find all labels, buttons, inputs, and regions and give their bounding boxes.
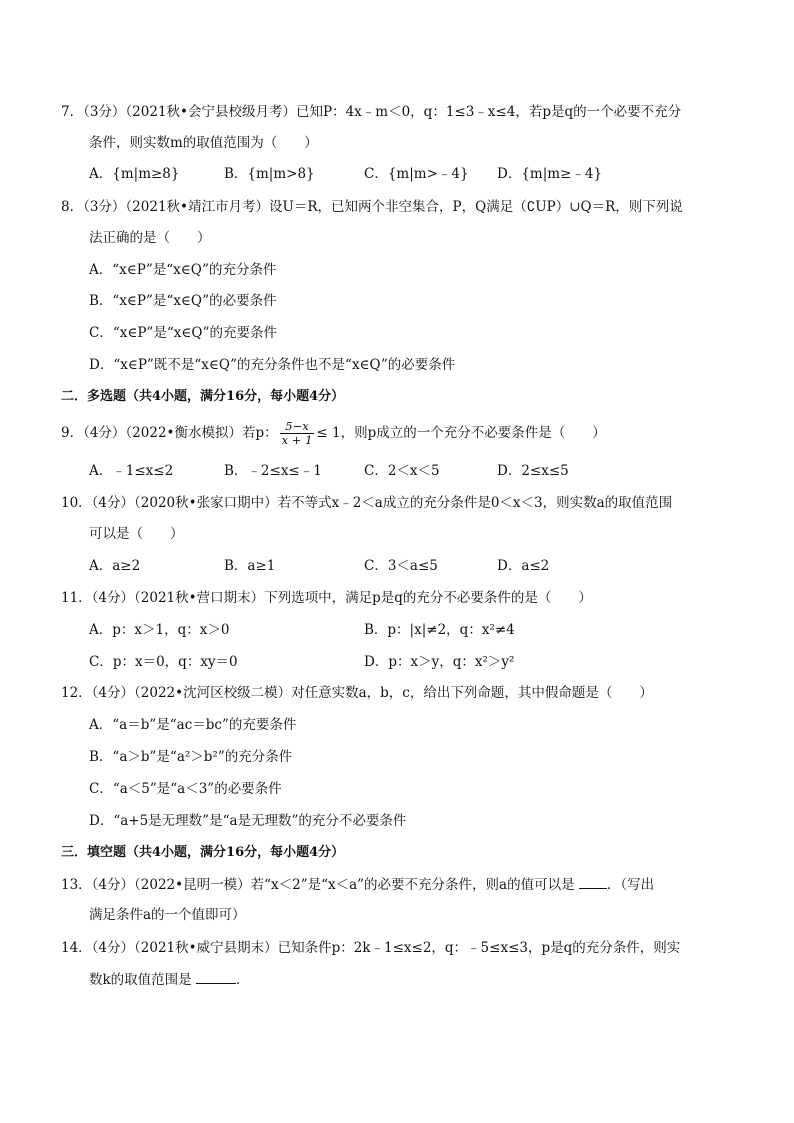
q7-line2: 条件，则实数m的取值范围为（ ） <box>89 135 318 151</box>
q7-option-a: A．{m|m≥8} <box>89 166 180 182</box>
q9-option-d: D．2≤x≤5 <box>497 463 569 479</box>
section-multiple-choice-heading: 二．多选题（共4小题，满分16分，每小题4分） <box>61 389 345 404</box>
q8-option-a: A．“x∈P”是“x∈Q”的充分条件 <box>89 262 277 278</box>
q12-line1: 12．（4分）（2022•沈河区校级二模）对任意实数a，b，c，给出下列命题，其中假命题是（ ） <box>61 685 653 701</box>
q9-suffix: ≤ 1，则p成立的一个充分不必要条件是（ ） <box>316 425 606 441</box>
q11-option-d: D．p：x＞y，q：x²＞y² <box>364 654 515 670</box>
q11-option-c: C．p：x＝0，q：xy＝0 <box>89 654 238 670</box>
q8-line1: 8．（3分）（2021秋•靖江市月考）设U＝R，已知两个非空集合，P，Q满足（∁UP）∪Q＝R，则下列说 <box>61 199 683 215</box>
q14-line2 <box>89 970 769 989</box>
q8-option-b: B．“x∈P”是“x∈Q”的必要条件 <box>89 293 277 309</box>
q9-option-c: C．2＜x＜5 <box>364 463 440 479</box>
q7-option-b: B．{m|m>8} <box>224 166 315 182</box>
q14-answer-blank[interactable] <box>196 970 236 984</box>
q7-option-c: C．{m|m>﹣4} <box>364 166 469 182</box>
q10-line2: 可以是（ ） <box>89 526 184 542</box>
q12-option-b: B．“a＞b”是“a²＞b²”的充分条件 <box>89 749 293 765</box>
q10-option-b: B．a≥1 <box>224 558 276 574</box>
q10-option-a: A．a≥2 <box>89 558 141 574</box>
q12-option-a: A．“a＝b”是“ac＝bc”的充要条件 <box>89 717 297 733</box>
q8-option-d: D．“x∈P”既不是“x∈Q”的充分条件也不是“x∈Q”的必要条件 <box>89 357 456 373</box>
q13-line1 <box>61 875 741 894</box>
q8-option-c: C．“x∈P”是“x∈Q”的充要条件 <box>89 325 278 341</box>
q9-fraction-denominator: x + 1 <box>281 433 313 447</box>
q12-option-d: D．“a+5是无理数”是“a是无理数”的充分不必要条件 <box>89 813 407 829</box>
q8-line2: 法正确的是（ ） <box>89 230 211 246</box>
q11-line1: 11．（4分）（2021秋•营口期末）下列选项中，满足p是q的充分不必要条件的是（ ） <box>61 590 592 606</box>
q11-option-b: B．p：|x|≠2，q：x²≠4 <box>364 622 515 638</box>
q11-option-a: A．p：x＞1，q：x＞0 <box>89 622 230 638</box>
q13-line1-tail: ．（写出 <box>606 877 655 893</box>
q9-fraction <box>280 420 315 447</box>
q14-line2-text: 数k的取值范围是 <box>89 972 192 988</box>
q9-prefix: 9．（4分）（2022•衡水模拟）若p： <box>61 425 278 441</box>
q13-line2: 满足条件a的一个值即可） <box>89 907 246 923</box>
q13-answer-blank[interactable] <box>579 875 607 889</box>
q10-line1: 10．（4分）（2020秋•张家口期中）若不等式x﹣2＜a成立的充分条件是0＜x＜3，则实数a的取值范围 <box>61 495 673 511</box>
q10-option-c: C．3＜a≤5 <box>364 558 438 574</box>
q12-option-c: C．“a＜5”是“a＜3”的必要条件 <box>89 781 282 797</box>
q9-fraction-numerator: 5−x <box>280 420 315 434</box>
q10-option-d: D．a≤2 <box>497 558 550 574</box>
q9-option-b: B．﹣2≤x≤﹣1 <box>224 463 322 479</box>
section-fill-in-heading: 三．填空题（共4小题，满分16分，每小题4分） <box>61 845 345 860</box>
q7-option-d: D．{m|m≥﹣4} <box>497 166 603 182</box>
q14-line2-tail: ． <box>235 972 250 988</box>
q9-line1 <box>61 418 741 448</box>
q7-line1: 7．（3分）（2021秋•会宁县校级月考）已知P：4x﹣m＜0，q：1≤3﹣x≤4，若p是q的一个必要不充分 <box>61 104 682 120</box>
q9-option-a: A．﹣1≤x≤2 <box>89 463 174 479</box>
q13-line1-text: 13．（4分）（2022•昆明一模）若“x＜2”是“x＜a”的必要不充分条件，则a的值可以是 <box>61 877 575 893</box>
q14-line1: 14．（4分）（2021秋•威宁县期末）已知条件p：2k﹣1≤x≤2，q：﹣5≤x≤3，p是q的充分条件，则实 <box>61 940 681 956</box>
